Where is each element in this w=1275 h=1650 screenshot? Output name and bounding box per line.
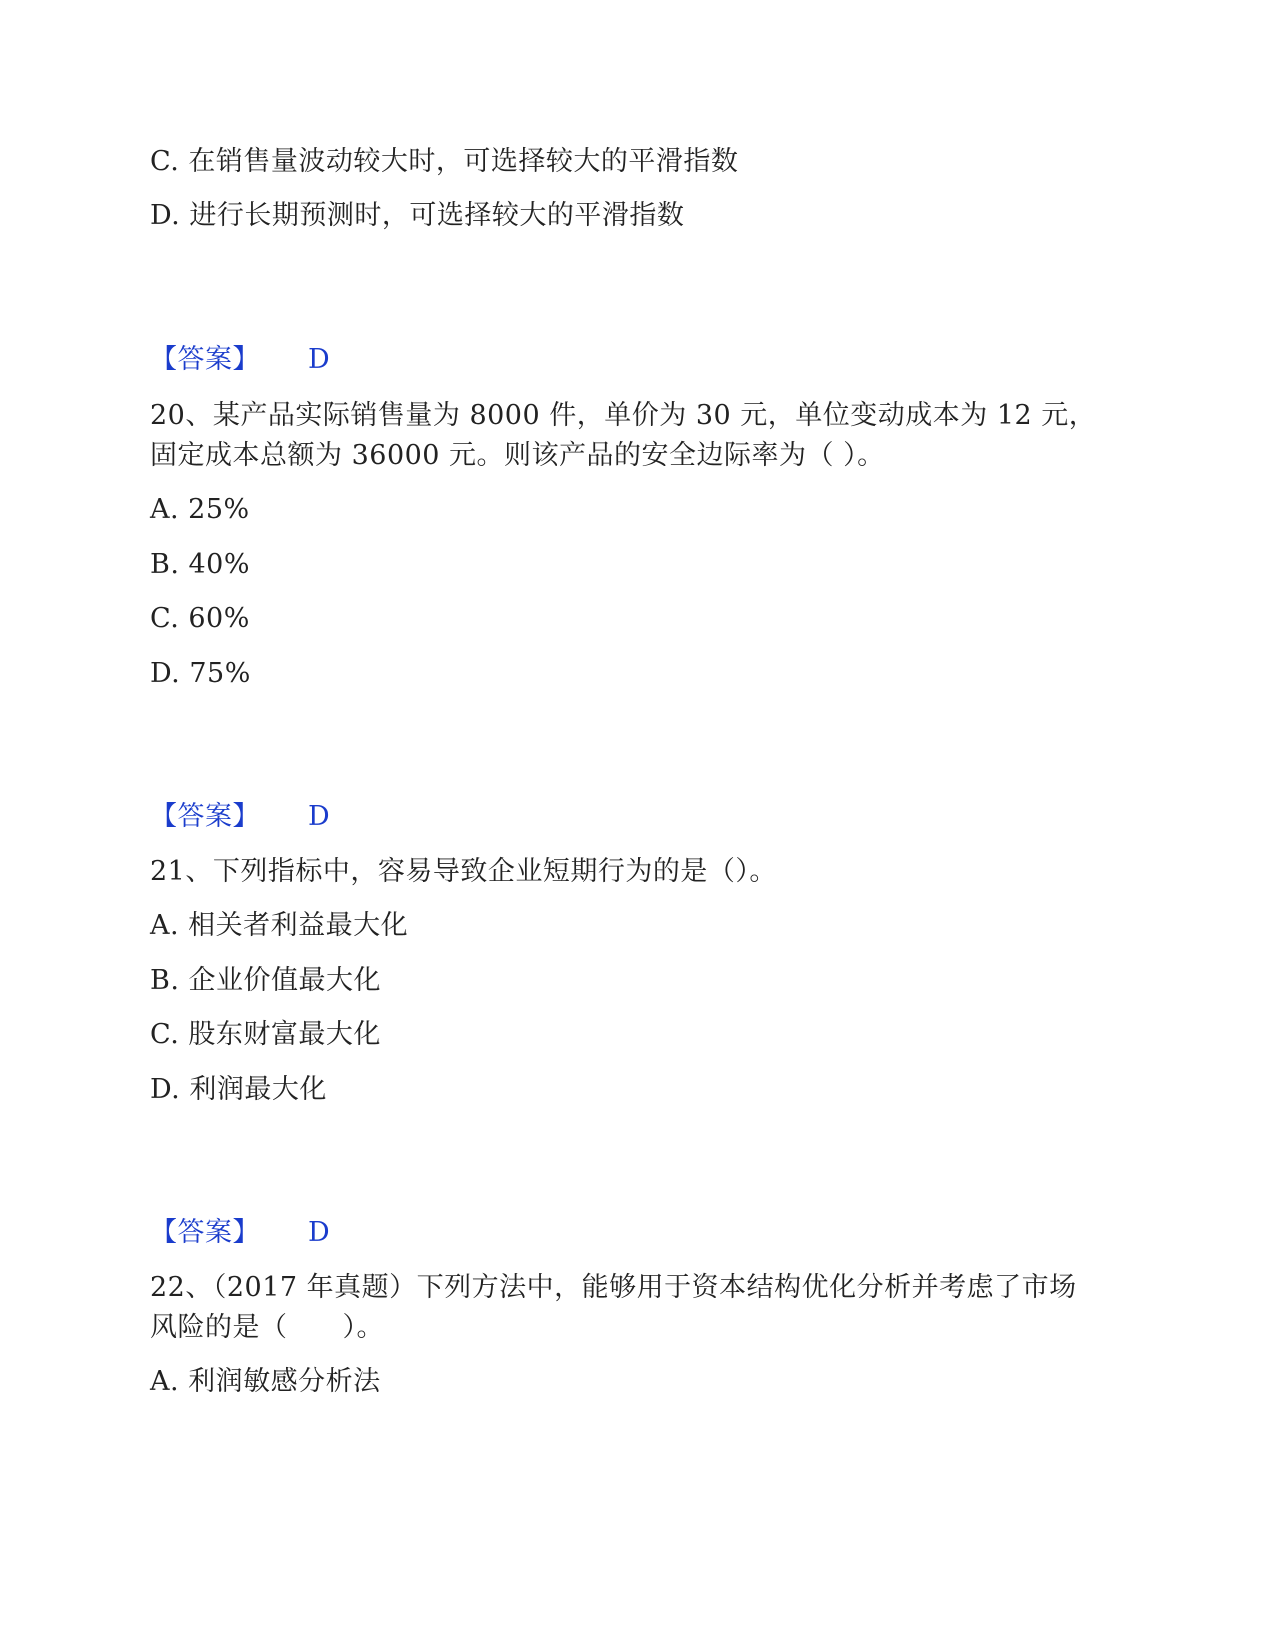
q20-option-c: C. 60% [150, 603, 250, 634]
q20-answer [150, 797, 330, 837]
q21-option-b: B. 企业价值最大化 [150, 965, 382, 996]
answer-value: D [308, 801, 331, 832]
q21-option-c: C. 股东财富最大化 [150, 1019, 381, 1050]
q20-option-a: A. 25% [150, 494, 250, 525]
q21-stem: 21、下列指标中，容易导致企业短期行为的是（）。 [150, 856, 777, 887]
q21-option-d: D. 利润最大化 [150, 1074, 327, 1105]
answer-value: D [308, 1217, 331, 1248]
q19-answer [150, 340, 330, 380]
q19-option-c: C. 在销售量波动较大时，可选择较大的平滑指数 [150, 146, 739, 177]
q22-stem-line-2: 风险的是（ ）。 [150, 1312, 384, 1343]
q20-option-d: D. 75% [150, 658, 251, 689]
q20-option-b: B. 40% [150, 549, 251, 580]
answer-label: 【答案】 [150, 344, 260, 375]
q21-option-a: A. 相关者利益最大化 [150, 910, 409, 941]
q20-stem-line-2: 固定成本总额为 36000 元。则该产品的安全边际率为（ ）。 [150, 440, 885, 471]
q20-stem-line-1: 20、某产品实际销售量为 8000 件，单价为 30 元，单位变动成本为 12 元， [150, 400, 1097, 431]
answer-value: D [308, 344, 331, 375]
q22-option-a: A. 利润敏感分析法 [150, 1366, 381, 1397]
q19-option-d: D. 进行长期预测时，可选择较大的平滑指数 [150, 200, 685, 231]
answer-label: 【答案】 [150, 1217, 260, 1248]
q22-stem-line-1: 22、（2017 年真题）下列方法中，能够用于资本结构优化分析并考虑了市场 [150, 1272, 1077, 1303]
q21-answer [150, 1213, 330, 1253]
answer-label: 【答案】 [150, 801, 260, 832]
